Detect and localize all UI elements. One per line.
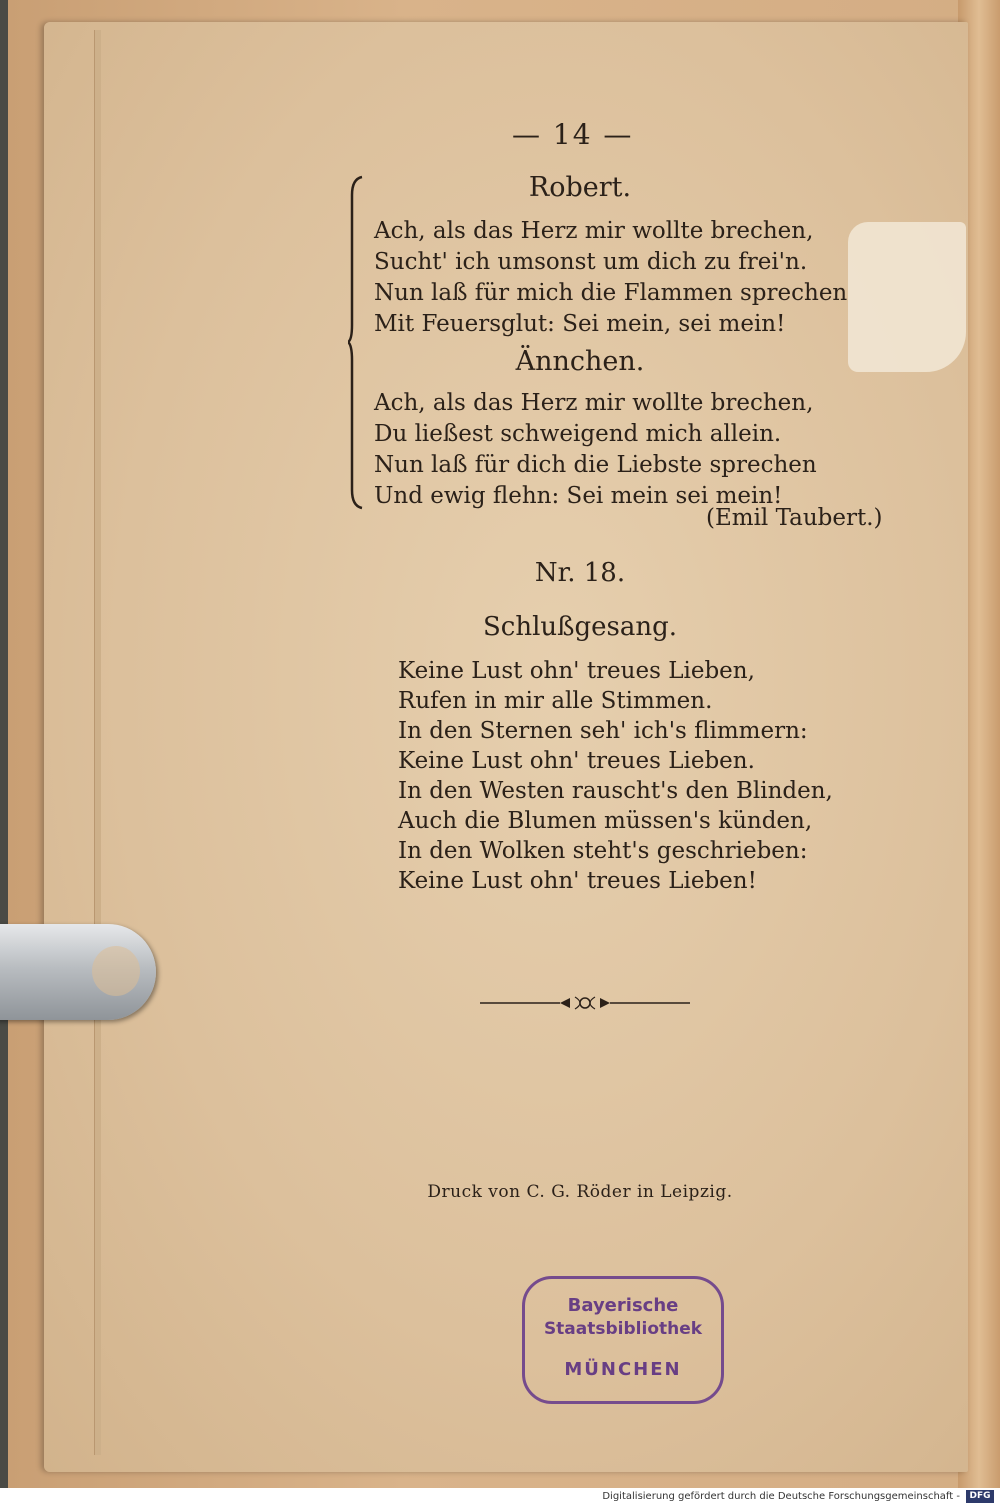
verse-line: Ach, als das Herz mir wollte brechen, (374, 218, 814, 244)
annchen-heading: Ännchen. (515, 346, 645, 377)
curly-brace-icon (348, 175, 364, 510)
song-number: Nr. 18. (534, 558, 626, 588)
verse-line: Ach, als das Herz mir wollte brechen, (374, 390, 814, 416)
stamp-line: Bayerische (567, 1295, 679, 1316)
verse-line: Nun laß für mich die Flammen sprechen (374, 280, 848, 306)
song-line: In den Wolken steht's geschrieben: (398, 838, 808, 864)
song-line: Rufen in mir alle Stimmen. (398, 688, 713, 714)
verse-line: Nun laß für dich die Liebste sprechen (374, 452, 817, 478)
verse-line: Sucht' ich umsonst um dich zu frei'n. (374, 249, 808, 275)
torn-paper-fragment (848, 222, 966, 372)
song-line: Keine Lust ohn' treues Lieben. (398, 748, 755, 774)
dfg-logo: DFG (966, 1490, 994, 1503)
song-title: Schlußgesang. (482, 612, 678, 642)
verse-line: Mit Feuersglut: Sei mein, sei mein! (374, 311, 786, 337)
clip-opening (92, 946, 140, 996)
digitization-footer (0, 1488, 1000, 1507)
ornament-divider-icon (480, 992, 690, 1014)
page-gutter-edge (94, 30, 101, 1455)
page-number: — 14 — (512, 118, 634, 151)
song-line: In den Sternen seh' ich's flimmern: (398, 718, 808, 744)
stamp-line: Staatsbibliothek (543, 1319, 703, 1339)
verse-line: Und ewig flehn: Sei mein sei mein! (374, 483, 783, 509)
printer-imprint: Druck von C. G. Röder in Leipzig. (427, 1182, 733, 1202)
song-line: In den Westen rauscht's den Blinden, (398, 778, 833, 804)
footer-text: Digitalisierung gefördert durch die Deutsche Forschungsgemeinschaft - (602, 1491, 960, 1502)
song-line: Keine Lust ohn' treues Lieben! (398, 868, 757, 894)
stamp-line: MÜNCHEN (564, 1359, 682, 1380)
library-stamp (522, 1276, 724, 1404)
song-line: Auch die Blumen müssen's künden, (398, 808, 813, 834)
author-credit: (Emil Taubert.) (706, 505, 883, 531)
song-line: Keine Lust ohn' treues Lieben, (398, 658, 755, 684)
robert-heading: Robert. (528, 172, 632, 203)
verse-line: Du ließest schweigend mich allein. (374, 421, 782, 447)
